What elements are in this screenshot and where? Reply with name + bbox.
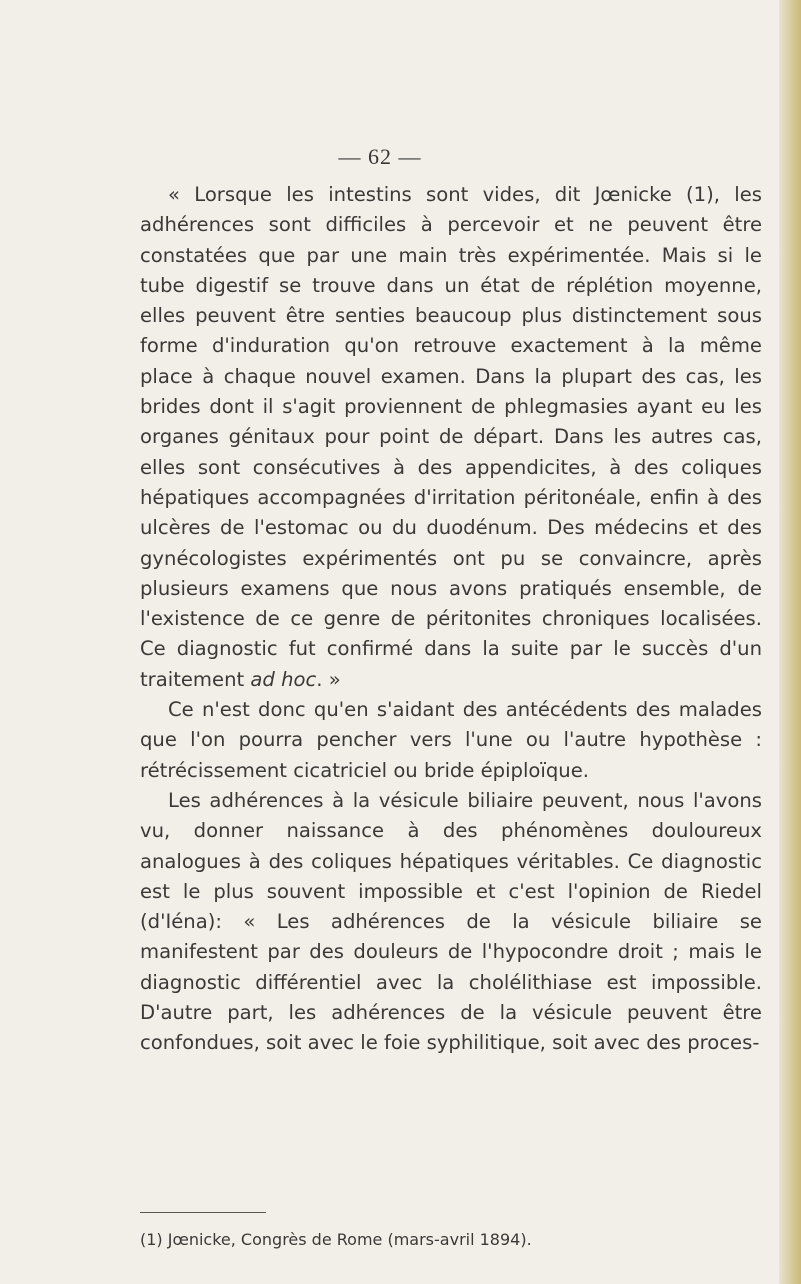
paragraph-3: Les adhérences à la vésicule biliaire peuvent, nous l'avons vu, donner naissance à des phénomènes douloureux analogues à des coliques hépatiques véritables. Ce diagnostic est le plus souvent impossible et c'est l'opinion de Riedel (d'Iéna): « Les adhérences de la vésicule biliaire se manifestent par des douleurs de l'hypocondre droit ; mais le diagnostic différentiel avec la cholélithiase est impossible. D'autre part, les adhérences de la vésicule peuvent être confondues, soit avec le foie syphilitique, soit avec des proces-: [140, 788, 762, 1055]
paragraph-1: [140, 180, 762, 695]
page-number: — 62 —: [338, 144, 422, 169]
page-edge: [779, 0, 801, 1284]
paragraph-1-italic: ad hoc: [250, 667, 317, 691]
paragraph-1-text: « Lorsque les intestins sont vides, dit Jœnicke (1), les adhérences sont difficiles à percevoir et ne peuvent être constatées que par une main très expérimentée. Mais si le tube digestif se trouve dans un état de réplétion moyenne, elles peuvent être senties beaucoup plus distinctement sous forme d'induration qu'on retrouve exactement à la même place à chaque nouvel examen. Dans la plupart des cas, les brides dont il s'agit proviennent de phlegmasies ayant eu les organes génitaux pour point de départ. Dans les autres cas, elles sont consécutives à des appendicites, à des coliques hépatiques accompagnées d'irritation péritonéale, enfin à des ulcères de l'estomac ou du duodénum. Des médecins et des gynécologistes expérimentés ont pu se convaincre, après plusieurs examens que nous avons pratiqués ensemble, de l'existence de ce genre de péritonites chroniques localisées. Ce diagnostic fut confirmé dans la suite par le succès d'un traitement: [140, 183, 762, 691]
paragraph-1-end: . »: [316, 667, 341, 691]
footnote: (1) Jœnicke, Congrès de Rome (mars-avril 1894).: [140, 1230, 532, 1249]
body-text: [140, 180, 762, 1059]
footnote-rule: [140, 1212, 266, 1213]
paragraph-2: Ce n'est donc qu'en s'aidant des antécédents des malades que l'on pourra pencher vers l'une ou l'autre hypothèse : rétrécissement cicatriciel ou bride épiploïque.: [140, 698, 762, 782]
